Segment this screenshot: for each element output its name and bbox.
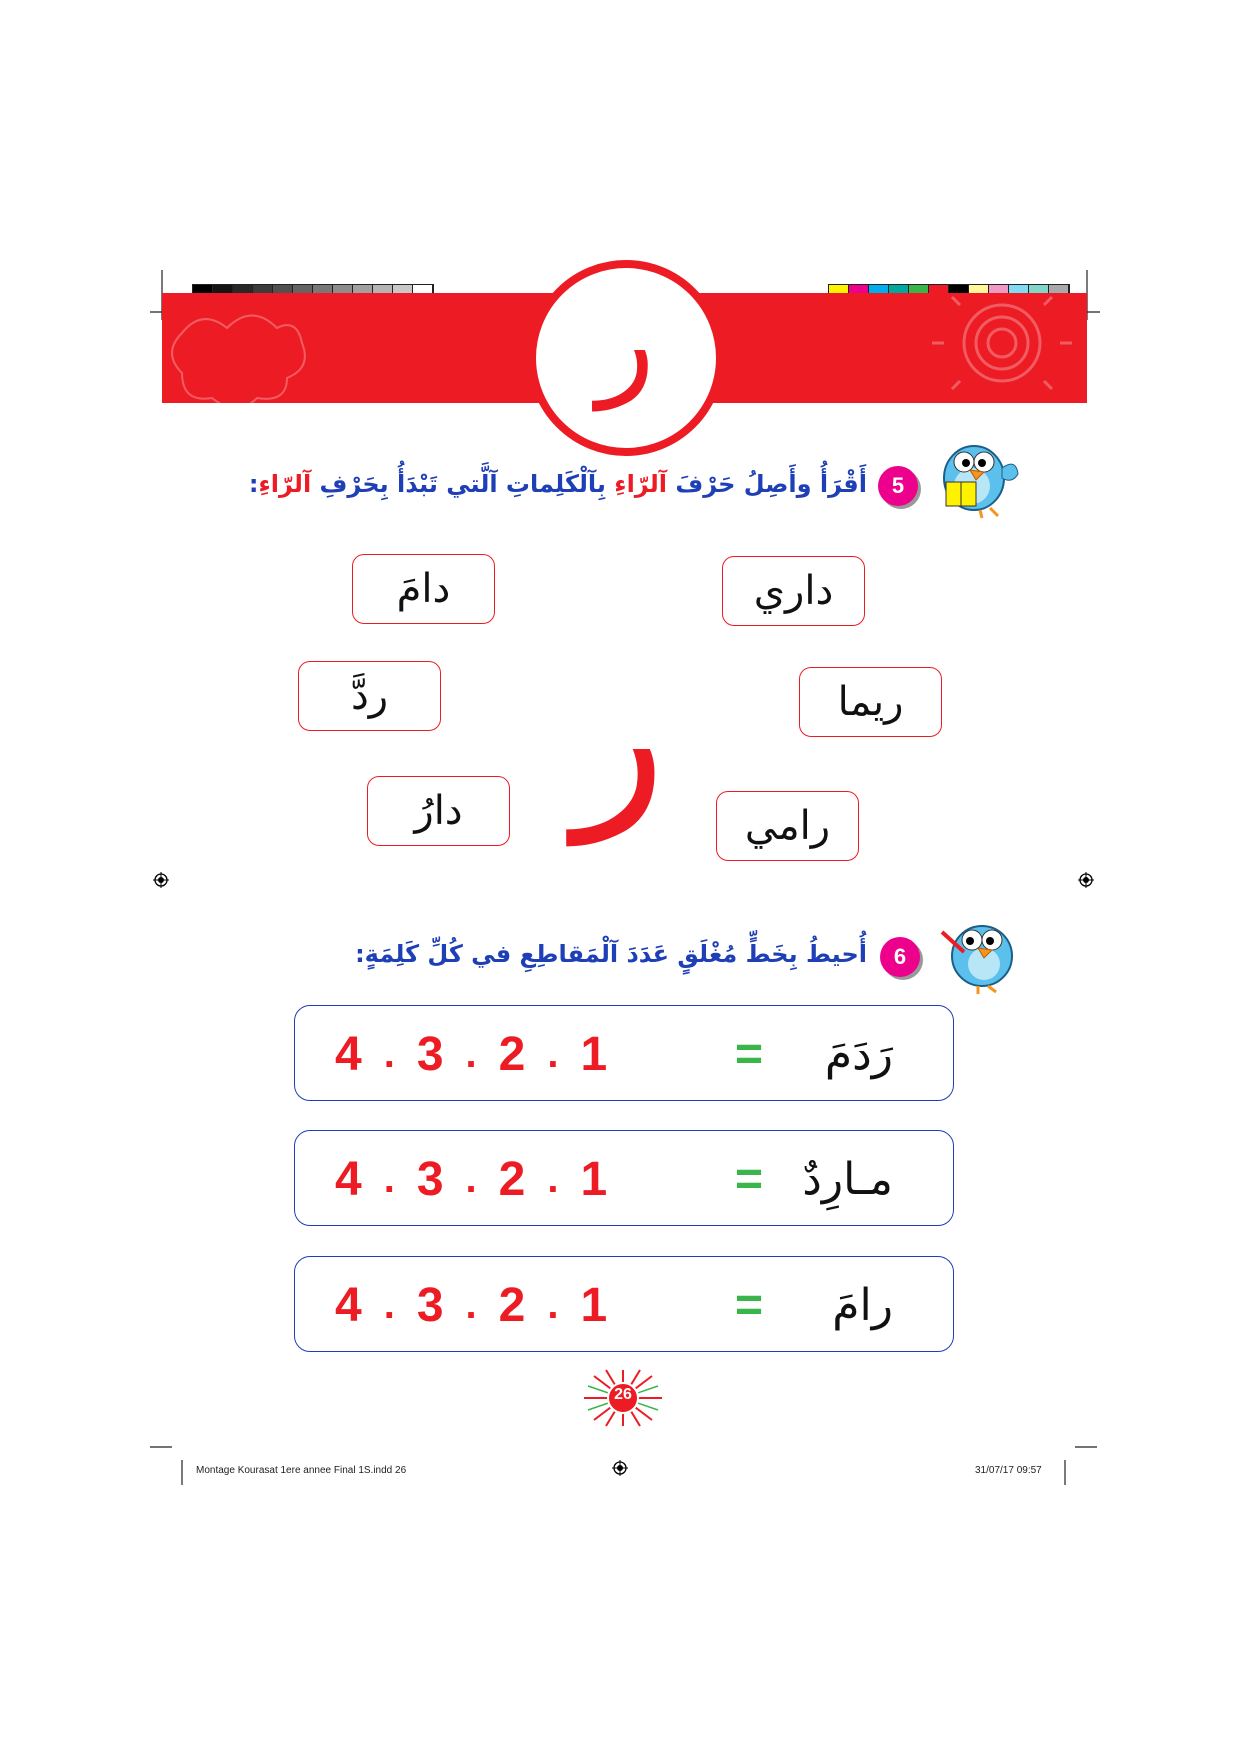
registration-mark-left-icon bbox=[153, 872, 169, 888]
word-box-right-3[interactable]: رامي bbox=[716, 791, 859, 861]
separator-dot: . bbox=[547, 1031, 559, 1076]
separator-dot: . bbox=[465, 1031, 477, 1076]
syllable-options bbox=[335, 1257, 607, 1353]
separator-dot: . bbox=[383, 1031, 395, 1076]
option-number[interactable]: 3 bbox=[416, 1027, 444, 1081]
option-number[interactable]: 4 bbox=[335, 1152, 362, 1206]
separator-dot: . bbox=[465, 1282, 477, 1327]
exercise-6-number-badge: 6 bbox=[880, 937, 920, 977]
registration-mark-bottom-icon bbox=[612, 1460, 628, 1476]
equals-sign: = bbox=[735, 1152, 764, 1206]
exercise-5-instruction bbox=[249, 470, 867, 498]
center-letter: ر bbox=[574, 624, 666, 845]
word-box-right-1[interactable]: داري bbox=[722, 556, 865, 626]
option-number[interactable]: 4 bbox=[335, 1278, 362, 1332]
exercise-5-number-badge: 5 bbox=[878, 466, 918, 506]
instruction-5-text-2: بِآلْكَلِماتِ آلَّتي تَبْدَأُ بِحَرْفِ bbox=[311, 470, 615, 498]
bird-reading-icon bbox=[932, 428, 1022, 520]
bird-writing-icon bbox=[938, 912, 1028, 994]
option-number[interactable]: 3 bbox=[416, 1152, 444, 1206]
exercise-6-instruction: أُحيطُ بِخَطٍّ مُغْلَقٍ عَدَدَ آلْمَقاطِعِ في كُلِّ كَلِمَةٍ: bbox=[355, 940, 867, 968]
syllable-row-3 bbox=[294, 1256, 954, 1352]
option-number[interactable]: 2 bbox=[498, 1152, 526, 1206]
option-number[interactable]: 4 bbox=[335, 1027, 362, 1081]
syllable-row-2 bbox=[294, 1130, 954, 1226]
header-letter: ر bbox=[597, 272, 655, 411]
option-number[interactable]: 1 bbox=[580, 1027, 608, 1081]
syllable-options bbox=[335, 1006, 607, 1102]
separator-dot: . bbox=[383, 1156, 395, 1201]
separator-dot: . bbox=[465, 1156, 477, 1201]
instruction-5-highlight-2: آلرّاءِ bbox=[258, 470, 312, 498]
registration-mark-right-icon bbox=[1078, 872, 1094, 888]
syllable-options bbox=[335, 1131, 607, 1227]
footer-file-name: Montage Kourasat 1ere annee Final 1S.indd 26 bbox=[196, 1465, 407, 1476]
option-number[interactable]: 1 bbox=[580, 1152, 608, 1206]
row-word: رامَ bbox=[832, 1279, 893, 1331]
instruction-5-colon: : bbox=[248, 470, 259, 498]
row-word: مـارِدٌ bbox=[802, 1153, 893, 1205]
option-number[interactable]: 2 bbox=[498, 1278, 526, 1332]
page-number: 26 bbox=[614, 1386, 632, 1403]
syllable-row-1 bbox=[294, 1005, 954, 1101]
instruction-5-text-1: أَقْرَأُ وأَصِلُ حَرْفَ bbox=[666, 470, 867, 498]
row-word: رَدَمَ bbox=[824, 1028, 893, 1080]
equals-sign: = bbox=[735, 1278, 764, 1332]
word-box-left-2[interactable]: ردَّ bbox=[298, 661, 441, 731]
option-number[interactable]: 1 bbox=[580, 1278, 608, 1332]
separator-dot: . bbox=[383, 1282, 395, 1327]
equals-sign: = bbox=[735, 1027, 764, 1081]
separator-dot: . bbox=[547, 1282, 559, 1327]
word-box-left-1[interactable]: دامَ bbox=[352, 554, 495, 624]
option-number[interactable]: 2 bbox=[498, 1027, 526, 1081]
word-box-left-3[interactable]: دارُ bbox=[367, 776, 510, 846]
instruction-5-highlight-1: آلرّاءِ bbox=[614, 470, 667, 498]
word-box-right-2[interactable]: ريما bbox=[799, 667, 942, 737]
option-number[interactable]: 3 bbox=[416, 1278, 444, 1332]
separator-dot: . bbox=[547, 1156, 559, 1201]
footer-timestamp: 31/07/17 09:57 bbox=[975, 1465, 1042, 1476]
